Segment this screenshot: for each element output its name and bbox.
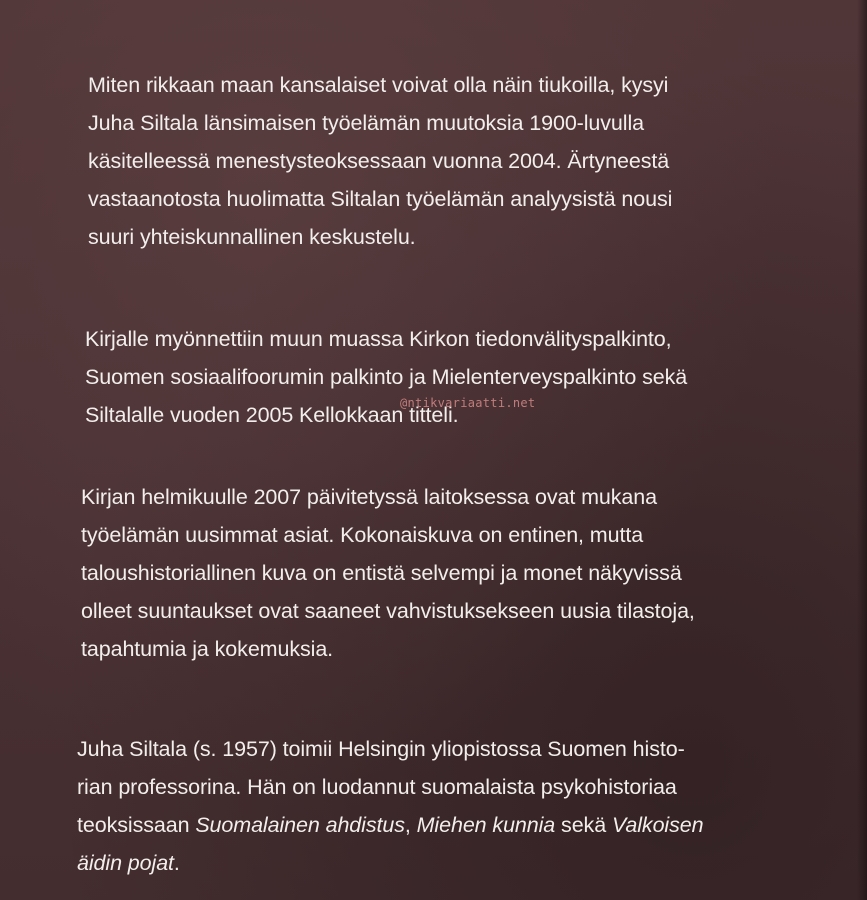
text-line: Kirjan helmikuulle 2007 päivitetyssä laitoksessa ovat mukana	[81, 485, 658, 509]
text-line: Kirjalle myönnettiin muun muassa Kirkon tiedonvälityspalkinto,	[85, 327, 672, 351]
text-line: Suomen sosiaalifoorumin palkinto ja Mielenterveyspalkinto sekä	[85, 365, 688, 389]
text-line: vastaanotosta huolimatta Siltalan työelämän analyysistä nousi	[88, 187, 673, 211]
text-line: Juha Siltala (s. 1957) toimii Helsingin yliopistossa Suomen histo-	[77, 737, 685, 761]
text-line: Siltalalle vuoden 2005 Kellokkaan titteli.	[85, 403, 459, 427]
blurb-paragraph-2	[85, 320, 687, 434]
text-line: taloushistoriallinen kuva on entistä selvempi ja monet näkyvissä	[81, 561, 682, 585]
text-line: tapahtumia ja kokemuksia.	[81, 637, 334, 661]
text-line: suuri yhteiskunnallinen keskustelu.	[88, 225, 416, 249]
text-line: Juha Siltala länsimaisen työelämän muutoksia 1900-luvulla	[88, 111, 644, 135]
text-line: Miten rikkaan maan kansalaiset voivat olla näin tiukoilla, kysyi	[88, 73, 669, 97]
book-title-suomalainen-ahdistus: Suomalainen ahdistus	[195, 813, 405, 837]
author-bio-paragraph	[77, 730, 703, 882]
cover-edge-shadow	[857, 0, 867, 900]
watermark-text: @ntikvariaatti.net	[400, 396, 536, 410]
text-line	[77, 806, 703, 844]
text-line: rian professorina. Hän on luodannut suomalaista psykohistoriaa	[77, 775, 677, 799]
text-segment: teoksissaan	[77, 813, 196, 837]
text-line: käsitelleessä menestysteoksessaan vuonna 2004. Ärtyneestä	[88, 149, 670, 173]
text-segment: .	[173, 851, 180, 875]
text-line: työelämän uusimmat asiat. Kokonaiskuva on entinen, mutta	[81, 523, 644, 547]
book-title-valkoisen-start: Valkoisen	[611, 813, 704, 837]
book-title-aidin-pojat-end: äidin pojat	[77, 851, 174, 875]
text-line	[77, 844, 703, 882]
blurb-paragraph-3	[81, 478, 695, 668]
blurb-paragraph-1	[88, 66, 672, 256]
text-segment: sekä	[555, 813, 612, 837]
text-line: olleet suuntaukset ovat saaneet vahvistuksekseen uusia tilastoja,	[81, 599, 695, 623]
text-segment: ,	[404, 813, 417, 837]
book-title-miehen-kunnia: Miehen kunnia	[416, 813, 556, 837]
